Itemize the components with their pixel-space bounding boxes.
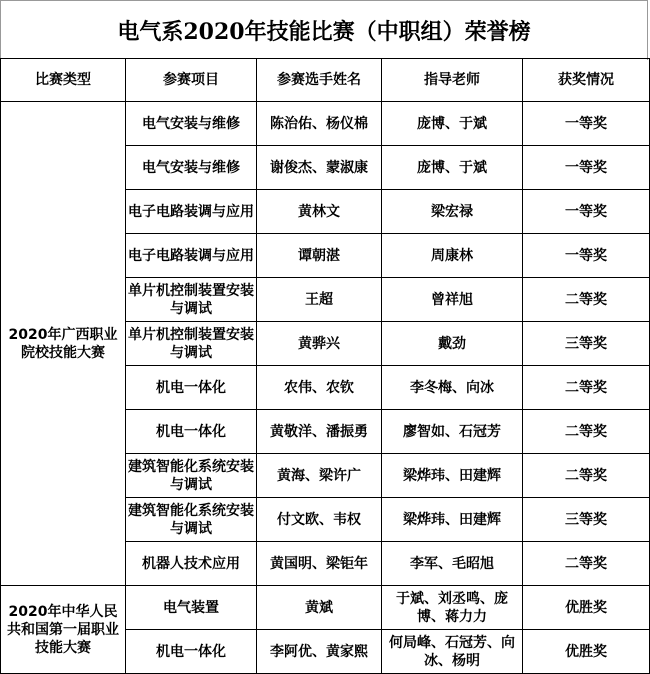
award-cell: 二等奖 xyxy=(523,542,650,586)
project-cell: 电气安装与维修 xyxy=(126,102,257,146)
header-students: 参赛选手姓名 xyxy=(257,59,382,102)
project-cell: 机电一体化 xyxy=(126,410,257,454)
students-cell: 黄国明、梁钜年 xyxy=(257,542,382,586)
award-cell: 三等奖 xyxy=(523,322,650,366)
teachers-cell: 廖智如、石冠芳 xyxy=(382,410,523,454)
students-cell: 陈治佑、杨仪棉 xyxy=(257,102,382,146)
teachers-cell: 李军、毛昭旭 xyxy=(382,542,523,586)
students-cell: 黄海、梁许广 xyxy=(257,454,382,498)
award-cell: 二等奖 xyxy=(523,366,650,410)
project-cell: 机器人技术应用 xyxy=(126,542,257,586)
header-category: 比赛类型 xyxy=(1,59,126,102)
students-cell: 谭朝湛 xyxy=(257,234,382,278)
students-cell: 谢俊杰、蒙淑康 xyxy=(257,146,382,190)
teachers-cell: 梁烨玮、田建辉 xyxy=(382,454,523,498)
award-cell: 一等奖 xyxy=(523,102,650,146)
project-cell: 建筑智能化系统安装与调试 xyxy=(126,498,257,542)
project-cell: 单片机控制装置安装与调试 xyxy=(126,322,257,366)
teachers-cell: 李冬梅、向冰 xyxy=(382,366,523,410)
students-cell: 农伟、农钦 xyxy=(257,366,382,410)
award-cell: 一等奖 xyxy=(523,190,650,234)
project-cell: 建筑智能化系统安装与调试 xyxy=(126,454,257,498)
teachers-cell: 何局峰、石冠芳、向冰、杨明 xyxy=(382,630,523,674)
teachers-cell: 周康林 xyxy=(382,234,523,278)
project-cell: 单片机控制装置安装与调试 xyxy=(126,278,257,322)
project-cell: 机电一体化 xyxy=(126,366,257,410)
honor-table xyxy=(0,58,650,674)
award-cell: 三等奖 xyxy=(523,498,650,542)
teachers-cell: 曾祥旭 xyxy=(382,278,523,322)
header-project: 参赛项目 xyxy=(126,59,257,102)
category-cell: 2020年中华人民共和国第一届职业技能大赛 xyxy=(1,586,126,674)
header-row xyxy=(1,59,650,102)
teachers-cell: 于斌、刘丞鸣、庞博、蒋力力 xyxy=(382,586,523,630)
award-cell: 优胜奖 xyxy=(523,586,650,630)
table-row xyxy=(1,102,650,146)
award-cell: 二等奖 xyxy=(523,278,650,322)
students-cell: 黄敬洋、潘振勇 xyxy=(257,410,382,454)
students-cell: 黄骅兴 xyxy=(257,322,382,366)
students-cell: 黄林文 xyxy=(257,190,382,234)
students-cell: 李阿优、黄家熙 xyxy=(257,630,382,674)
teachers-cell: 庞博、于斌 xyxy=(382,146,523,190)
project-cell: 电子电路装调与应用 xyxy=(126,234,257,278)
teachers-cell: 梁烨玮、田建辉 xyxy=(382,498,523,542)
teachers-cell: 庞博、于斌 xyxy=(382,102,523,146)
header-teachers: 指导老师 xyxy=(382,59,523,102)
award-cell: 一等奖 xyxy=(523,146,650,190)
students-cell: 王超 xyxy=(257,278,382,322)
project-cell: 机电一体化 xyxy=(126,630,257,674)
students-cell: 黄斌 xyxy=(257,586,382,630)
table-row xyxy=(1,586,650,630)
award-cell: 二等奖 xyxy=(523,454,650,498)
award-cell: 二等奖 xyxy=(523,410,650,454)
teachers-cell: 戴劲 xyxy=(382,322,523,366)
students-cell: 付文欧、韦权 xyxy=(257,498,382,542)
project-cell: 电气安装与维修 xyxy=(126,146,257,190)
award-cell: 一等奖 xyxy=(523,234,650,278)
page-title: 电气系2020年技能比赛（中职组）荣誉榜 xyxy=(0,0,648,60)
project-cell: 电气装置 xyxy=(126,586,257,630)
teachers-cell: 梁宏禄 xyxy=(382,190,523,234)
header-award: 获奖情况 xyxy=(523,59,650,102)
award-cell: 优胜奖 xyxy=(523,630,650,674)
project-cell: 电子电路装调与应用 xyxy=(126,190,257,234)
category-cell: 2020年广西职业院校技能大赛 xyxy=(1,102,126,586)
